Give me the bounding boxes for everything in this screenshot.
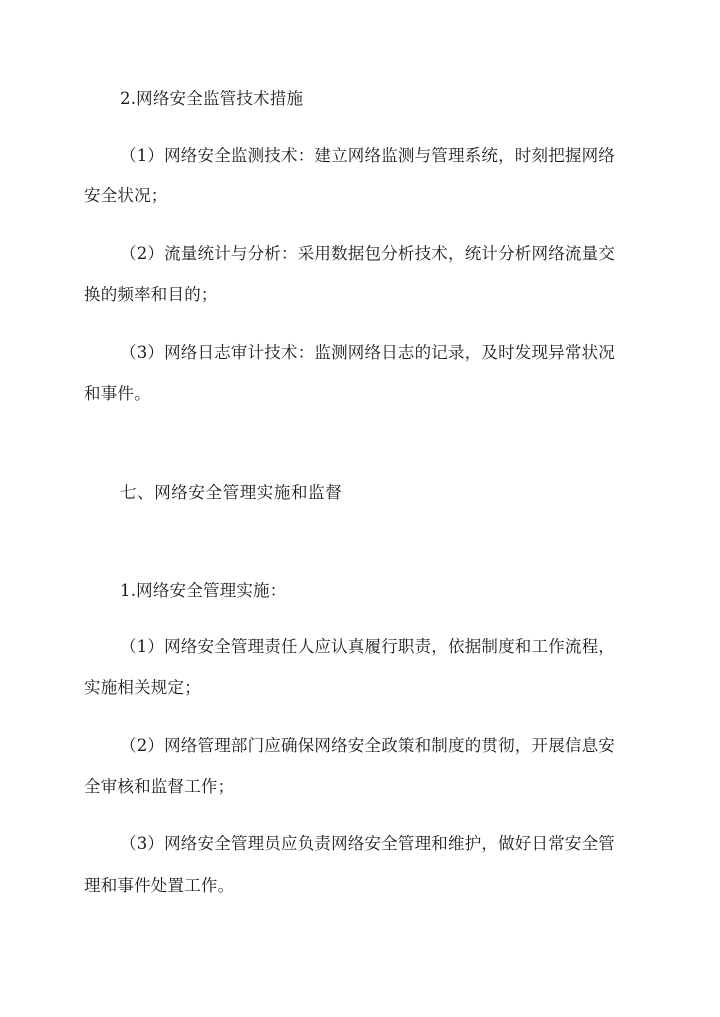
paragraph-admin-line1: （3）网络安全管理员应负责网络安全管理和维护，做好日常安全管 [120,834,615,853]
paragraph-log-audit-line1: （3）网络日志审计技术：监测网络日志的记录，及时发现异常状况 [120,343,615,362]
paragraph-responsible-person-line1: （1）网络安全管理责任人应认真履行职责，依据制度和工作流程， [120,637,615,656]
chapter-heading-implementation-supervision: 七、网络安全管理实施和监督 [120,483,343,502]
paragraph-traffic-line1: （2）流量统计与分析：采用数据包分析技术，统计分析网络流量交 [120,244,615,263]
paragraph-log-audit-line2: 和事件。 [84,384,151,403]
paragraph-monitoring-line2: 安全状况； [84,186,168,205]
paragraph-monitoring-line1: （1）网络安全监测技术：建立网络监测与管理系统，时刻把握网络 [120,146,615,165]
paragraph-traffic-line2: 换的频率和目的； [84,285,218,304]
paragraph-responsible-person-line2: 实施相关规定； [84,678,201,697]
section-heading-implementation: 1.网络安全管理实施： [120,581,287,600]
paragraph-network-dept-line1: （2）网络管理部门应确保网络安全政策和制度的贯彻，开展信息安 [120,736,615,755]
paragraph-network-dept-line2: 全审核和监督工作； [84,777,235,796]
paragraph-admin-line2: 理和事件处置工作。 [84,876,235,895]
section-heading-technical-measures: 2.网络安全监管技术措施 [120,89,304,108]
